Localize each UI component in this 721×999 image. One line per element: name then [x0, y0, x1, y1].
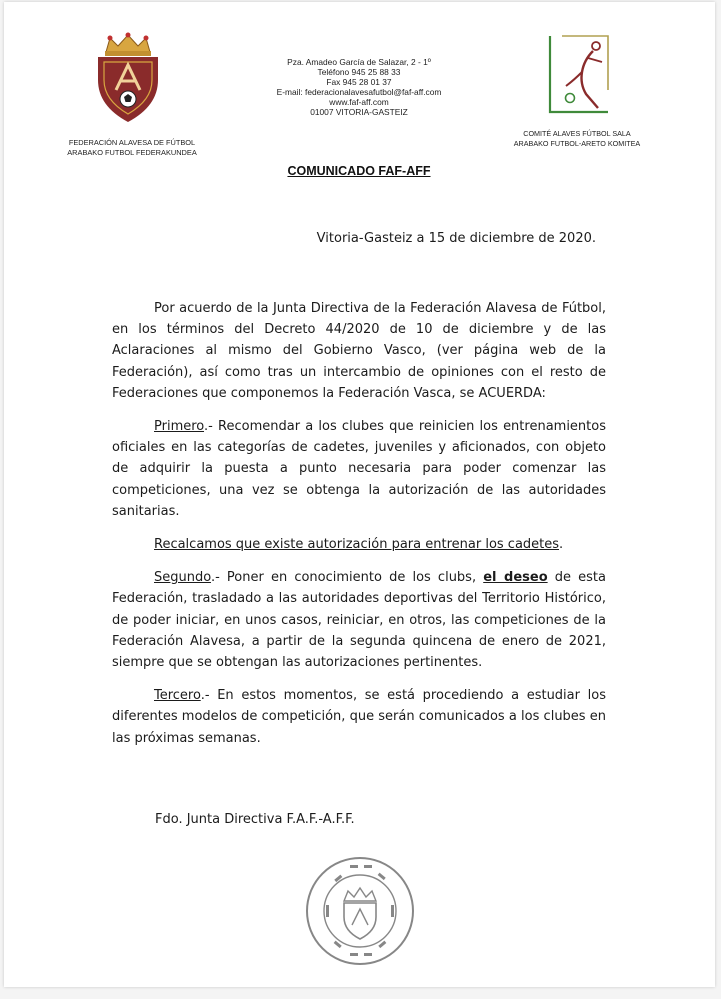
segundo-emphasis: el deseo: [483, 570, 548, 586]
tercero-paragraph: [112, 685, 606, 749]
segundo-text-b: de esta Federación, trasladado a las autoridades deportivas del Territorio Histórico, de poder iniciar, en unos casos, reiniciar, en otros, las competiciones de la Federación Alavesa, a partir de la segunda quincena de enero de 2021, siempre que se obtengan las autorizaciones pertinentes.: [112, 570, 606, 671]
document-body: [112, 298, 606, 761]
futsal-committee-caption: COMITÉ ALAVES FÚTBOL SALA ARABAKO FUTBOL-ARETO KOMITEA: [513, 129, 641, 148]
primero-text: .- Recomendar a los clubes que reinicien los entrenamientos oficiales en las categorías de cadetes, juveniles y aficionados, con objeto de adquirir la puesta a punto necesaria para poder comenzar las competiciones, una vez se obtenga la autorización de las autoridades sanitarias.: [112, 419, 606, 519]
federation-name-caption: FEDERACIÓN ALAVESA DE FÚTBOL ARABAKO FUTBOL FEDERAKUNDEA: [67, 138, 197, 157]
intro-paragraph: Por acuerdo de la Junta Directiva de la Federación Alavesa de Fútbol, en los términos del Decreto 44/2020 de 10 de diciembre y de las Aclaraciones al mismo del Gobierno Vasco, (ver página web de la Federación), así como tras un intercambio de opiniones con el resto de Federaciones que componemos la Federación Vasca, se ACUERDA:: [112, 301, 606, 401]
address-line: Pza. Amadeo García de Salazar, 2 - 1º: [287, 57, 431, 67]
document-page: [4, 2, 715, 987]
postal-line: 01007 VITORIA-GASTEIZ: [310, 107, 408, 117]
tercero-label: Tercero: [154, 688, 201, 704]
segundo-text-a: .- Poner en conocimiento de los clubs,: [210, 570, 484, 586]
recalcamos-end: .: [559, 537, 564, 553]
document-title: COMUNICADO FAF-AFF: [287, 164, 431, 178]
email-line: E-mail: federacionalavesafutbol@faf-aff.com: [276, 87, 442, 97]
primero-paragraph: [112, 416, 606, 522]
federation-crest-icon: [92, 32, 164, 124]
futsal-committee-logo-icon: [544, 32, 612, 118]
federation-seal-stamp-icon: [304, 855, 416, 967]
recalcamos-paragraph: [112, 534, 606, 555]
primero-label: Primero: [154, 419, 205, 435]
recalcamos-text: Recalcamos que existe autorización para entrenar los cadetes: [154, 537, 560, 553]
tercero-text: .- En estos momentos, se está procediendo a estudiar los diferentes modelos de competición, que serán comunicados a los clubes en las próximas semanas.: [112, 688, 606, 746]
signature-line: Fdo. Junta Directiva F.A.F.-A.F.F.: [155, 812, 355, 827]
segundo-paragraph: [112, 567, 606, 673]
website-line: www.faf-aff.com: [329, 97, 389, 107]
fax-line: Fax 945 28 01 37: [326, 77, 392, 87]
document-date: Vitoria-Gasteiz a 15 de diciembre de 2020.: [316, 231, 596, 246]
contact-block: [254, 57, 464, 117]
phone-line: Teléfono 945 25 88 33: [317, 67, 401, 77]
segundo-label: Segundo: [154, 570, 211, 586]
